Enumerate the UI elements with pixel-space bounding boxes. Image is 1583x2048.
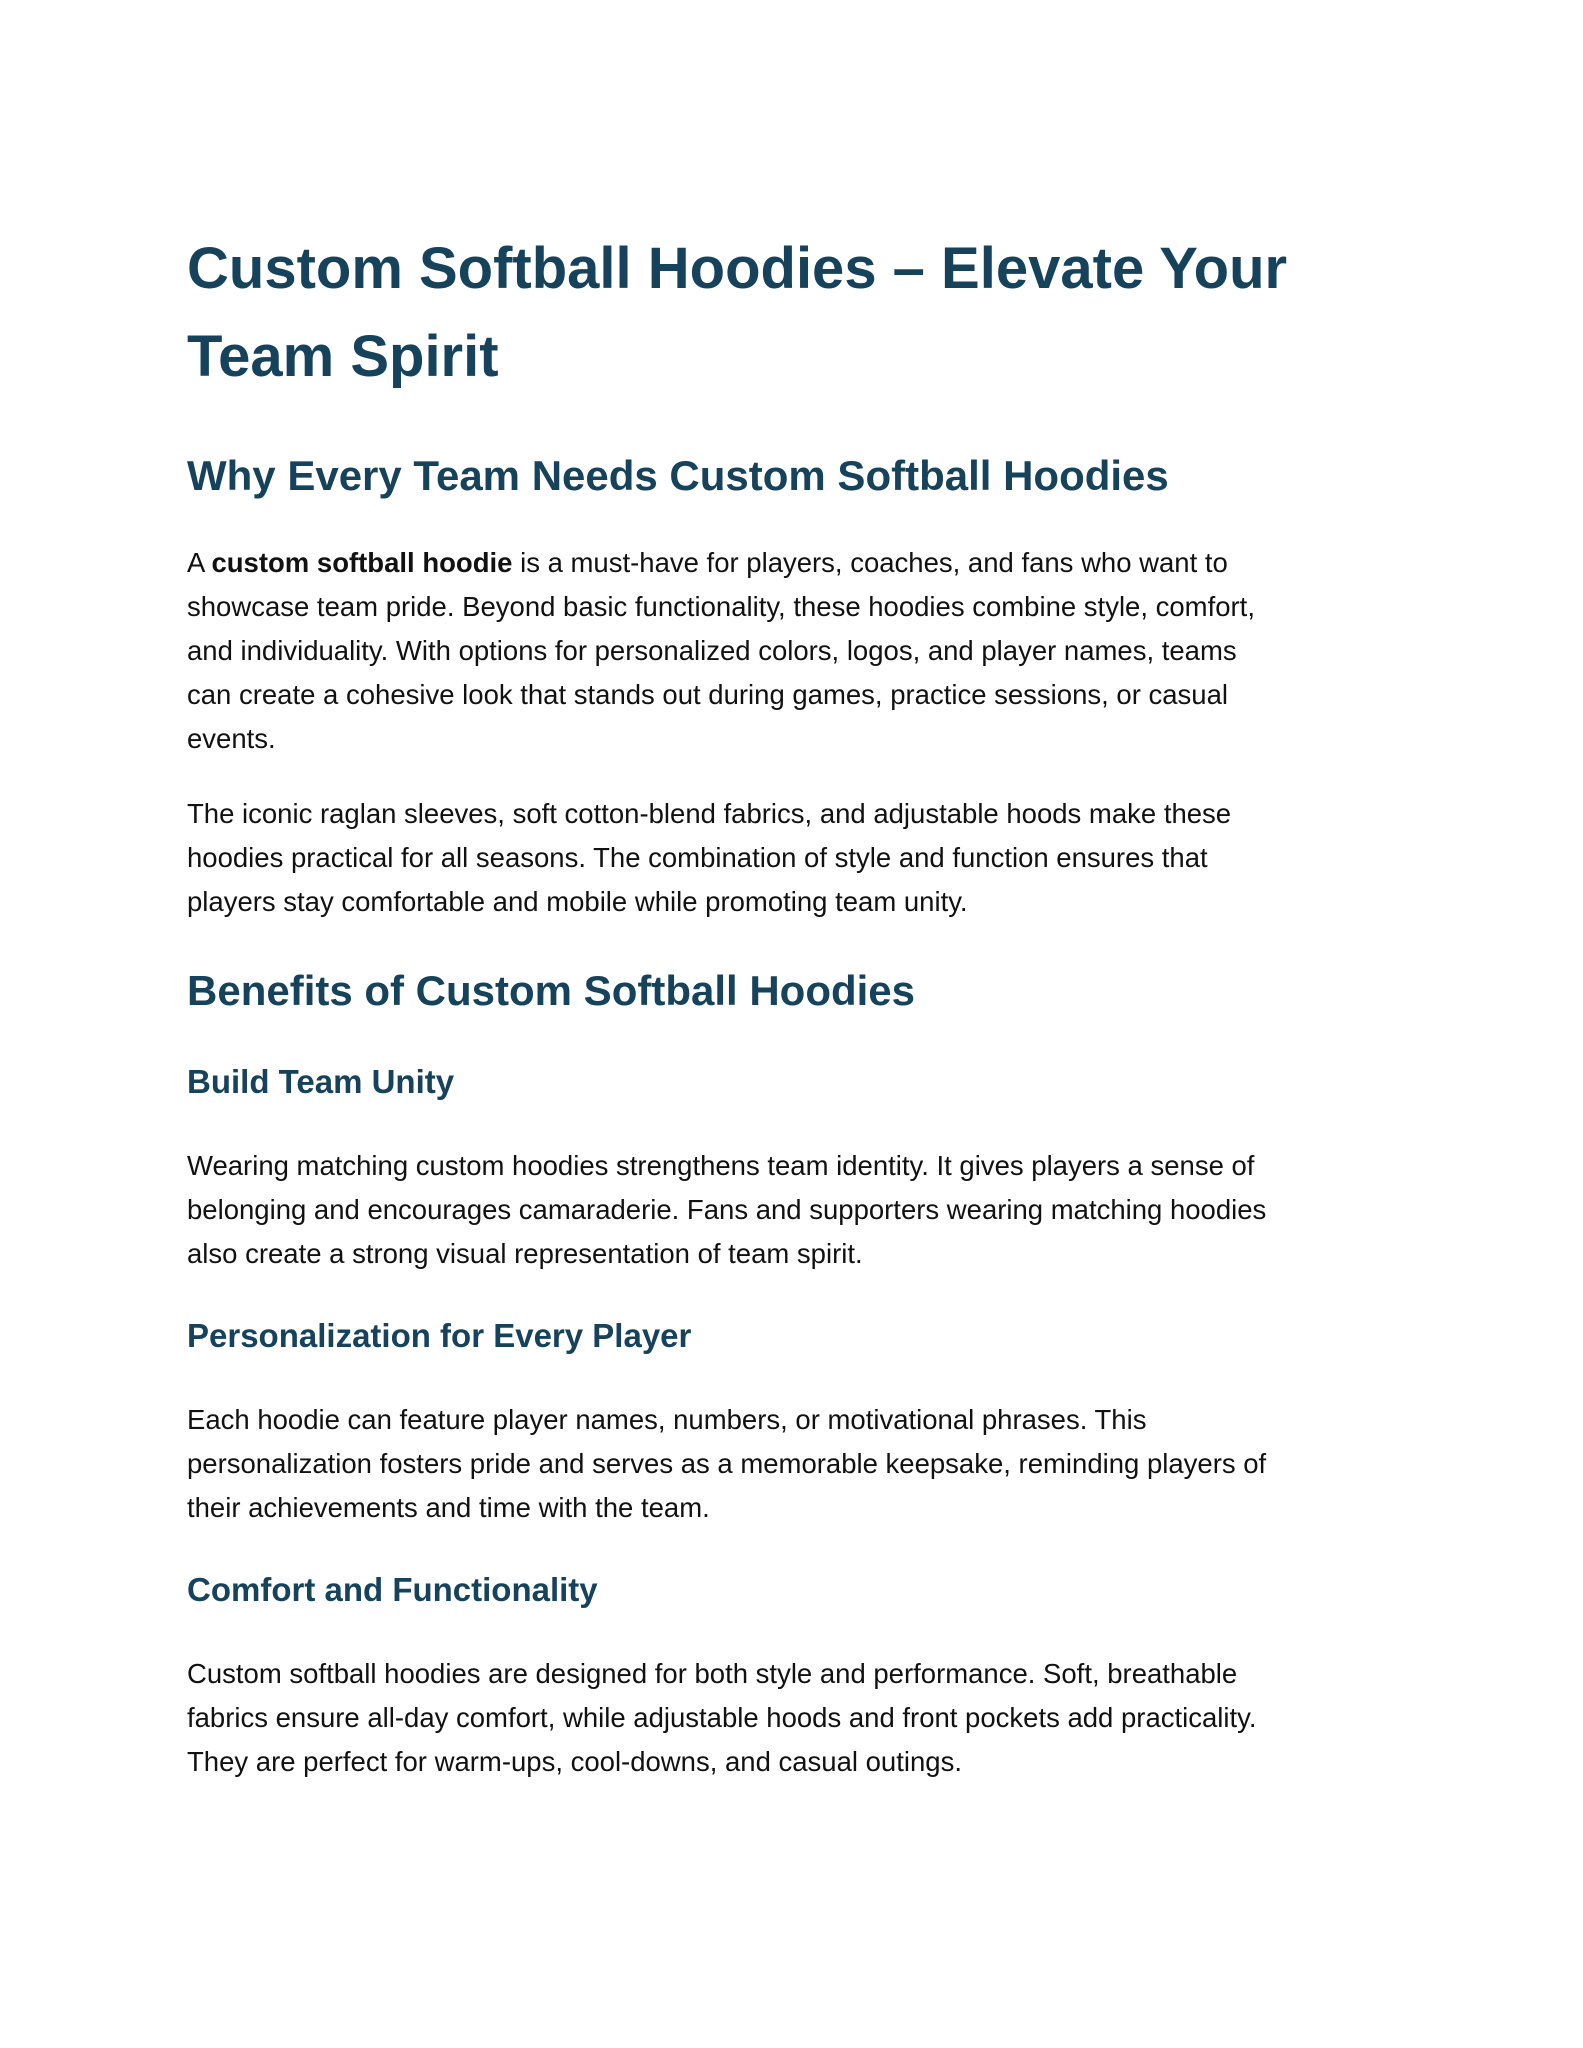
title-line-2: Team Spirit — [187, 324, 499, 389]
paragraph-line: can create a cohesive look that stands out during games, practice sessions, or casual — [187, 679, 1228, 710]
paragraph-comfort — [187, 1652, 1387, 1784]
paragraph-line: fabrics ensure all-day comfort, while adjustable hoods and front pockets add practicality. — [187, 1702, 1257, 1733]
paragraph-line: players stay comfortable and mobile while promoting team unity. — [187, 886, 968, 917]
paragraph-line: Custom softball hoodies are designed for both style and performance. Soft, breathable — [187, 1658, 1238, 1689]
page-title — [187, 225, 1387, 401]
paragraph-line: events. — [187, 723, 276, 754]
subheading-comfort: Comfort and Functionality — [187, 1571, 598, 1608]
paragraph-line: Each hoodie can feature player names, numbers, or motivational phrases. This — [187, 1404, 1147, 1435]
title-line-1: Custom Softball Hoodies – Elevate Your — [187, 236, 1288, 301]
paragraph-personalization — [187, 1398, 1387, 1530]
paragraph-line: and individuality. With options for personalized colors, logos, and player names, teams — [187, 635, 1237, 666]
paragraph-line: They are perfect for warm-ups, cool-downs, and casual outings. — [187, 1746, 962, 1777]
paragraph-line — [187, 541, 1387, 585]
paragraph-line: also create a strong visual representation of team spirit. — [187, 1238, 863, 1269]
paragraph-line: showcase team pride. Beyond basic functionality, these hoodies combine style, comfort, — [187, 591, 1255, 622]
paragraph-line: Wearing matching custom hoodies strengthens team identity. It gives players a sense of — [187, 1150, 1255, 1181]
paragraph-team-unity — [187, 1144, 1387, 1276]
paragraph-line: hoodies practical for all seasons. The combination of style and function ensures that — [187, 842, 1208, 873]
paragraph-line: personalization fosters pride and serves as a memorable keepsake, reminding players of — [187, 1448, 1267, 1479]
section-heading-why: Why Every Team Needs Custom Softball Hoodies — [187, 452, 1169, 499]
subheading-team-unity: Build Team Unity — [187, 1063, 455, 1100]
paragraph-line: The iconic raglan sleeves, soft cotton-blend fabrics, and adjustable hoods make these — [187, 798, 1232, 829]
document-page — [187, 225, 1387, 1784]
subheading-personalization: Personalization for Every Player — [187, 1317, 692, 1354]
text-fragment: is a must-have for players, coaches, and fans who want to — [512, 547, 1228, 578]
bold-term: custom softball hoodie — [211, 547, 513, 578]
paragraph-line: belonging and encourages camaraderie. Fans and supporters wearing matching hoodies — [187, 1194, 1267, 1225]
paragraph-intro — [187, 541, 1387, 761]
section-heading-benefits: Benefits of Custom Softball Hoodies — [187, 967, 916, 1014]
text-fragment: A — [187, 547, 212, 578]
paragraph-line: their achievements and time with the team. — [187, 1492, 710, 1523]
paragraph-features — [187, 792, 1387, 924]
